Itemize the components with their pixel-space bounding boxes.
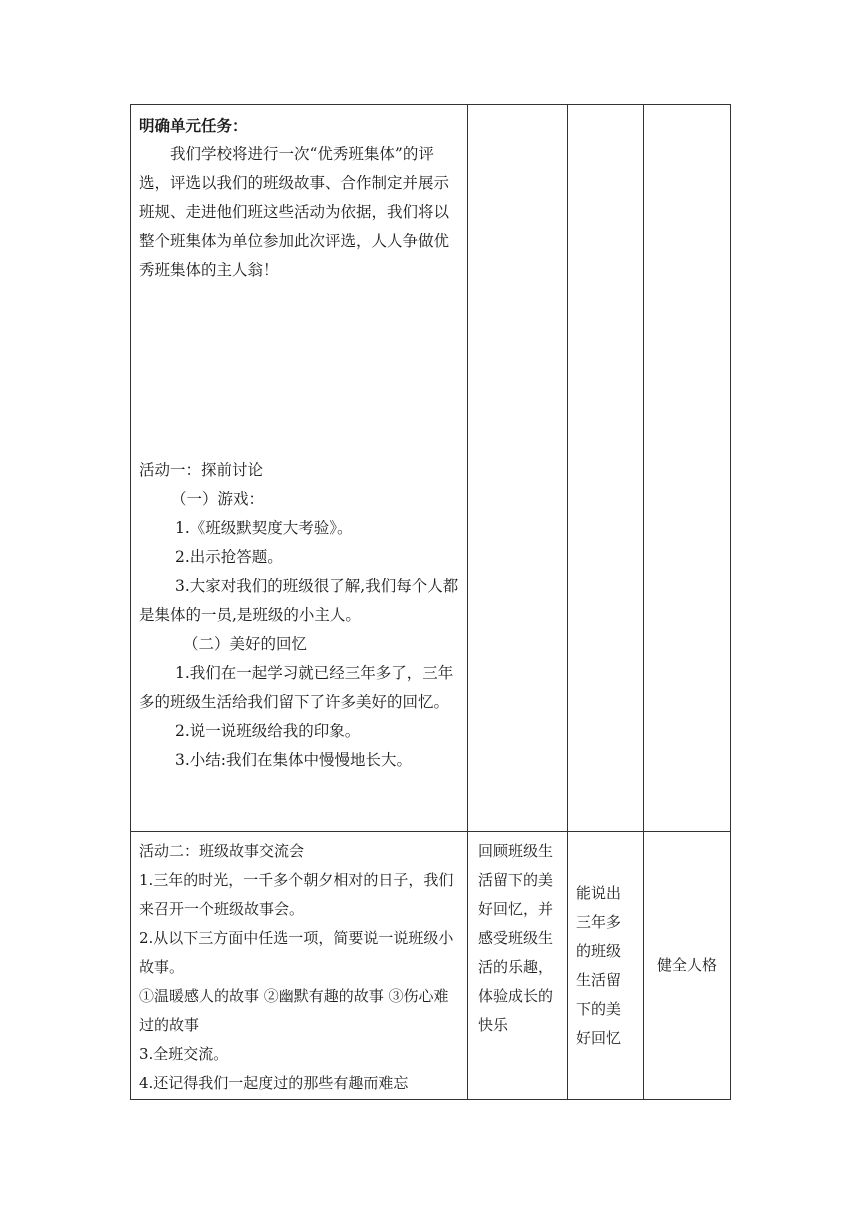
activity2-title: 活动二：班级故事交流会	[139, 842, 305, 860]
activity-content-cell	[131, 105, 468, 832]
lesson-plan-table	[130, 104, 731, 1100]
ability-cell-empty	[568, 105, 644, 832]
list-item: 2.从以下三方面中任选一项，简要说一说班级小故事。	[139, 929, 454, 976]
list-item: 2.说一说班级给我的印象。	[175, 722, 361, 740]
part1-title: （一）游戏：	[171, 490, 265, 508]
list-item: 1.三年的时光，一千多个朝夕相对的日子，我们来召开一个班级故事会。	[139, 871, 454, 918]
task-description: 我们学校将进行一次“优秀班集体”的评选，评选以我们的班级故事、合作制定并展示班规、走进他们班这些活动为依据，我们将以整个班集体为单位参加此次评选，人人争做优秀班集体的主人翁！	[139, 145, 450, 279]
list-item: 3.全班交流。	[139, 1045, 229, 1063]
list-item: 2.出示抢答题。	[175, 548, 283, 566]
list-item: 3.小结:我们在集体中慢慢地长大。	[175, 751, 413, 769]
list-item: 4.还记得我们一起度过的那些有趣而难忘	[139, 1074, 409, 1092]
literacy-cell: 健全人格	[644, 832, 731, 1100]
task-title: 明确单元任务：	[139, 116, 248, 135]
literacy-cell-empty	[644, 105, 731, 832]
goal-cell-empty	[468, 105, 568, 832]
table-row	[131, 105, 731, 832]
blank-space	[139, 285, 459, 456]
list-item: 3.大家对我们的班级很了解,我们每个人都是集体的一员,是班级的小主人。	[139, 577, 459, 624]
list-item: ①温暖感人的故事 ②幽默有趣的故事 ③伤心难过的故事	[139, 987, 449, 1034]
ability-cell: 能说出三年多的班级生活留下的美好回忆	[568, 832, 644, 1100]
table-row	[131, 832, 731, 1100]
activity1-title: 活动一：探前讨论	[139, 461, 264, 479]
list-item: 1.《班级默契度大考验》。	[175, 519, 353, 537]
part2-title: （二）美好的回忆	[183, 635, 308, 653]
goal-cell: 回顾班级生活留下的美好回忆，并感受班级生活的乐趣，体验成长的快乐	[468, 832, 568, 1100]
activity-content-cell	[131, 832, 468, 1100]
list-item: 1.我们在一起学习就已经三年多了，三年多的班级生活给我们留下了许多美好的回忆。	[139, 664, 454, 711]
